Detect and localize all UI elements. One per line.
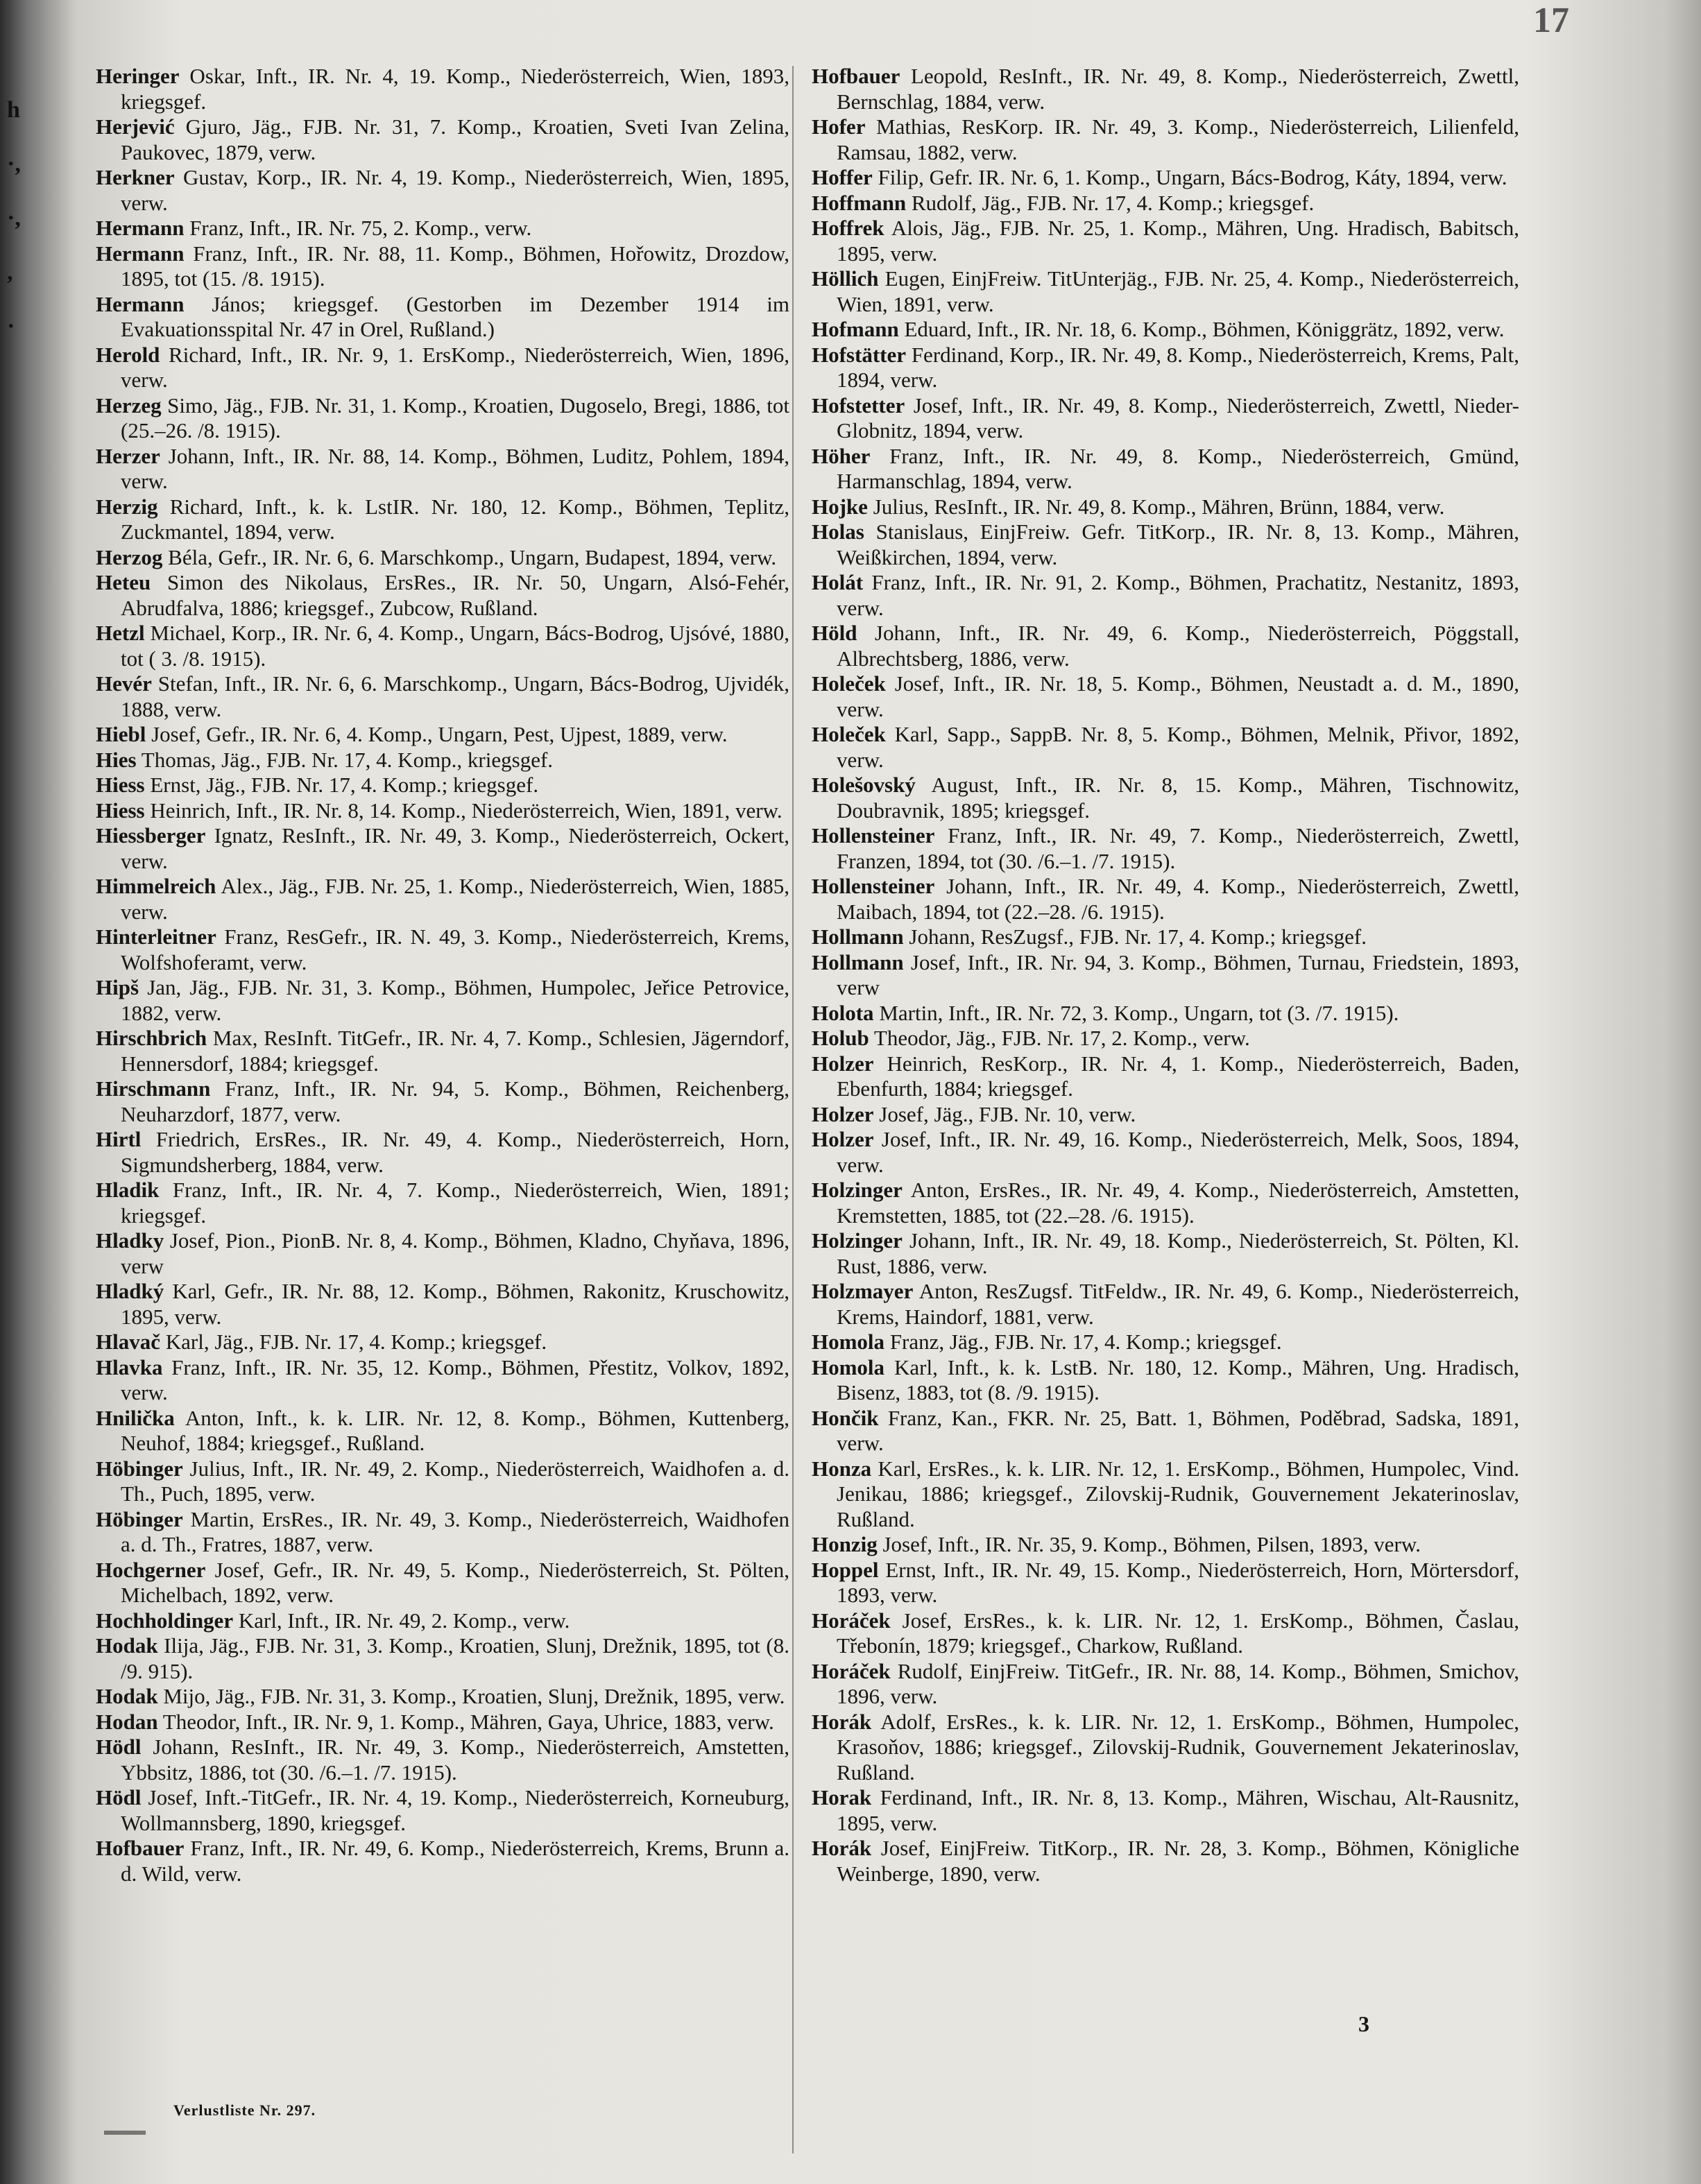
entry-details: Gjuro, Jäg., FJB. Nr. 31, 7. Komp., Kroatien, Sveti Ivan Zelina, Paukovec, 1879, verw. — [121, 114, 789, 164]
entry-surname: Hermann — [96, 241, 185, 266]
entry-surname: Hiess — [96, 773, 145, 797]
casualty-entry — [96, 292, 789, 343]
entry-surname: Holzer — [812, 1101, 874, 1126]
entry-surname: Hiebl — [96, 722, 146, 746]
entry-surname: Hladik — [96, 1178, 160, 1202]
casualty-entry — [96, 64, 789, 114]
casualty-entry — [812, 1558, 1519, 1608]
entry-surname: Holeček — [812, 671, 886, 696]
casualty-entry — [812, 950, 1519, 1001]
entry-details: Franz, Inft., IR. Nr. 49, 6. Komp., Niederösterreich, Krems, Brunn a. d. Wild, verw. — [121, 1836, 789, 1886]
entry-details: Theodor, Inft., IR. Nr. 9, 1. Komp., Mähren, Gaya, Uhrice, 1883, verw. — [157, 1709, 774, 1734]
casualty-entry — [96, 1684, 789, 1710]
entry-surname: Hodak — [96, 1684, 158, 1708]
casualty-entry — [96, 165, 789, 216]
casualty-entry — [96, 1558, 789, 1608]
entry-surname: Herjević — [96, 114, 175, 139]
casualty-entry — [96, 545, 789, 571]
entry-details: Ernst, Inft., IR. Nr. 49, 15. Komp., Niederösterreich, Horn, Mörtersdorf, 1893, verw. — [837, 1557, 1519, 1607]
entry-details: Franz, Inft., IR. Nr. 35, 12. Komp., Böhmen, Přestitz, Volkov, 1892, verw. — [121, 1355, 789, 1404]
entry-surname: Herzog — [96, 544, 163, 569]
entry-details: August, Inft., IR. Nr. 8, 15. Komp., Mähren, Tischnowitz, Doubravnik, 1895; kriegsgef. — [837, 773, 1519, 823]
edge-mark: · — [7, 313, 15, 339]
casualty-entry — [812, 1785, 1519, 1836]
entry-details: Johann, Inft., IR. Nr. 49, 6. Komp., Niederösterreich, Pöggstall, Albrechtsberg, 1886, verw. — [837, 621, 1519, 671]
entry-surname: Hollmann — [812, 949, 904, 974]
entry-surname: Homola — [812, 1330, 885, 1354]
entry-details: Johann, ResZugsf., FJB. Nr. 17, 4. Komp.; kriegsgef. — [903, 925, 1367, 949]
entry-details: Simo, Jäg., FJB. Nr. 31, 1. Komp., Kroatien, Dugoselo, Bregi, 1886, tot (25.–26. /8. 1915). — [121, 393, 789, 442]
entry-surname: Hodan — [96, 1709, 158, 1734]
entry-surname: Höld — [812, 621, 857, 645]
entry-details: Josef, Inft.-TitGefr., IR. Nr. 4, 19. Komp., Niederösterreich, Korneuburg, Wollmannsberg, 1890, kriegsgef. — [121, 1785, 789, 1835]
column-divider — [792, 66, 794, 2153]
casualty-entry — [812, 1659, 1519, 1710]
entry-details: Eduard, Inft., IR. Nr. 18, 6. Komp., Böhmen, Königgrätz, 1892, verw. — [898, 317, 1505, 341]
entry-details: Johann, Inft., IR. Nr. 88, 14. Komp., Böhmen, Luditz, Pohlem, 1894, verw. — [121, 443, 789, 493]
entry-details: Mijo, Jäg., FJB. Nr. 31, 3. Komp., Kroatien, Slunj, Drežnik, 1895, verw. — [157, 1684, 785, 1708]
entry-details: Martin, Inft., IR. Nr. 72, 3. Komp., Ungarn, tot (3. /7. 1915). — [873, 1000, 1399, 1025]
entry-surname: Horak — [812, 1785, 872, 1809]
casualty-entry — [812, 444, 1519, 495]
entry-details: Béla, Gefr., IR. Nr. 6, 6. Marschkomp., Ungarn, Budapest, 1894, verw. — [162, 544, 777, 569]
ink-smudge — [104, 2131, 146, 2135]
entry-surname: Holas — [812, 519, 864, 544]
entry-details: Karl, Gefr., IR. Nr. 88, 12. Komp., Böhmen, Rakonitz, Kruschowitz, 1895, verw. — [121, 1279, 789, 1329]
entry-details: Max, ResInft. TitGefr., IR. Nr. 4, 7. Komp., Schlesien, Jägerndorf, Hennersdorf, 1884; kriegsgef. — [121, 1026, 789, 1076]
entry-surname: Hollmann — [812, 925, 904, 949]
entry-details: Franz, Kan., FKR. Nr. 25, Batt. 1, Böhmen, Poděbrad, Sadska, 1891, verw. — [837, 1405, 1519, 1455]
casualty-entry — [812, 1355, 1519, 1406]
entry-surname: Hochgerner — [96, 1557, 206, 1582]
casualty-entry — [96, 1406, 789, 1456]
entry-details: Julius, Inft., IR. Nr. 49, 2. Komp., Niederösterreich, Waidhofen a. d. Th., Puch, 1895, verw. — [121, 1456, 789, 1506]
entry-surname: Holzer — [812, 1127, 874, 1151]
casualty-entry — [96, 798, 789, 824]
casualty-entry — [812, 1127, 1519, 1178]
entry-surname: Horáček — [812, 1608, 891, 1633]
signature-number: 3 — [1358, 2011, 1369, 2036]
casualty-entry — [96, 1330, 789, 1355]
entry-surname: Höllich — [812, 266, 879, 291]
entry-details: János; kriegsgef. (Gestorben im Dezember 1914 im Evakuationsspital Nr. 47 in Orel, Rußland.) — [121, 291, 789, 341]
casualty-entry — [96, 621, 789, 671]
casualty-entry — [812, 773, 1519, 823]
casualty-entry — [96, 823, 789, 874]
casualty-entry — [96, 114, 789, 165]
entry-details: Ferdinand, Korp., IR. Nr. 49, 8. Komp., Niederösterreich, Krems, Palt, 1894, verw. — [837, 342, 1519, 392]
casualty-entry — [96, 570, 789, 621]
casualty-entry — [96, 1710, 789, 1735]
casualty-entry — [96, 1355, 789, 1406]
entry-details: Franz, Inft., IR. Nr. 75, 2. Komp., verw. — [184, 216, 532, 240]
casualty-entry — [812, 925, 1519, 950]
entry-details: Josef, EinjFreiw. TitKorp., IR. Nr. 28, 3. Komp., Böhmen, Königliche Weinberge, 1890, verw. — [837, 1836, 1519, 1886]
casualty-entry — [96, 1026, 789, 1076]
casualty-entry — [812, 722, 1519, 773]
casualty-entry — [812, 621, 1519, 671]
entry-details: Richard, Inft., k. k. LstIR. Nr. 180, 12. Komp., Böhmen, Teplitz, Zuckmantel, 1894, verw. — [121, 494, 789, 544]
entry-surname: Holešovský — [812, 773, 916, 797]
casualty-entry — [96, 444, 789, 495]
entry-details: Karl, Jäg., FJB. Nr. 17, 4. Komp.; kriegsgef. — [160, 1330, 547, 1354]
top-page-number: 17 — [1533, 1, 1569, 40]
entry-details: Josef, Jäg., FJB. Nr. 10, verw. — [873, 1101, 1136, 1126]
casualty-entry — [96, 1608, 789, 1634]
entry-surname: Homola — [812, 1355, 885, 1379]
entry-details: Leopold, ResInft., IR. Nr. 49, 8. Komp., Niederösterreich, Zwettl, Bernschlag, 1884, verw. — [837, 64, 1519, 114]
entry-surname: Himmelreich — [96, 874, 216, 898]
casualty-entry — [812, 1051, 1519, 1102]
entry-details: Simon des Nikolaus, ErsRes., IR. Nr. 50, Ungarn, Alsó-Fehér, Abrudfalva, 1886; kriegsgef., Zubcow, Rußland. — [121, 570, 789, 620]
entry-details: Karl, Sapp., SappB. Nr. 8, 5. Komp., Böhmen, Melnik, Přivor, 1892, verw. — [837, 722, 1519, 772]
entry-surname: Hoppel — [812, 1557, 879, 1582]
entry-details: Anton, Inft., k. k. LIR. Nr. 12, 8. Komp., Böhmen, Kuttenberg, Neuhof, 1884; kriegsgef., Rußland. — [121, 1405, 789, 1455]
entry-surname: Hiessberger — [96, 823, 206, 848]
entry-surname: Holzinger — [812, 1228, 903, 1253]
casualty-entry — [812, 266, 1519, 317]
entry-surname: Hirschmann — [96, 1076, 211, 1101]
left-column — [96, 64, 789, 1886]
entry-surname: Hofbauer — [812, 64, 900, 88]
entry-surname: Herzer — [96, 443, 160, 468]
entry-details: Mathias, ResKorp. IR. Nr. 49, 3. Komp., Niederösterreich, Lilienfeld, Ramsau, 1882, verw. — [837, 114, 1519, 164]
edge-mark: , — [7, 259, 13, 285]
entry-surname: Holzinger — [812, 1178, 903, 1202]
casualty-entry — [96, 1633, 789, 1684]
casualty-entry — [96, 1127, 789, 1178]
entry-surname: Hochholdinger — [96, 1608, 234, 1633]
entry-surname: Hladky — [96, 1228, 164, 1253]
entry-details: Johann, ResInft., IR. Nr. 49, 3. Komp., Niederösterreich, Amstetten, Ybbsitz, 1886, tot (30. /6.–1. /7. 1915). — [121, 1735, 789, 1785]
entry-details: Alois, Jäg., FJB. Nr. 25, 1. Komp., Mähren, Ung. Hradisch, Babitsch, 1895, verw. — [837, 216, 1519, 266]
entry-surname: Holzer — [812, 1051, 874, 1076]
casualty-entry — [812, 570, 1519, 621]
casualty-entry — [812, 1836, 1519, 1886]
entry-surname: Höbinger — [96, 1456, 183, 1481]
casualty-entry — [96, 1279, 789, 1330]
casualty-entry — [96, 495, 789, 545]
casualty-entry — [96, 773, 789, 798]
edge-mark: ·, — [7, 205, 21, 231]
entry-details: Josef, Inft., IR. Nr. 35, 9. Komp., Böhmen, Pilsen, 1893, verw. — [877, 1532, 1421, 1556]
entry-surname: Hirschbrich — [96, 1026, 207, 1050]
entry-surname: Hončik — [812, 1405, 879, 1430]
entry-details: Friedrich, ErsRes., IR. Nr. 49, 4. Komp., Niederösterreich, Horn, Sigmundsherberg, 1884, verw. — [121, 1127, 789, 1177]
entry-details: Johann, Inft., IR. Nr. 49, 18. Komp., Niederösterreich, St. Pölten, Kl. Rust, 1886, verw. — [837, 1228, 1519, 1278]
casualty-entry — [96, 1507, 789, 1558]
entry-surname: Hiess — [96, 798, 145, 823]
casualty-entry — [812, 1532, 1519, 1558]
entry-surname: Hipš — [96, 975, 139, 999]
entry-surname: Hetzl — [96, 621, 145, 645]
entry-details: Anton, ErsRes., IR. Nr. 49, 4. Komp., Niederösterreich, Amstetten, Kremstetten, 1885, tot (22.–28. /6. 1915). — [837, 1178, 1519, 1228]
entry-surname: Hoffmann — [812, 190, 907, 215]
entry-details: Ilija, Jäg., FJB. Nr. 31, 3. Komp., Kroatien, Slunj, Drežnik, 1895, tot (8. /9. 915). — [121, 1633, 789, 1683]
entry-surname: Höbinger — [96, 1506, 183, 1531]
entry-surname: Hodak — [96, 1633, 158, 1658]
entry-surname: Hevér — [96, 671, 152, 696]
entry-surname: Horák — [812, 1709, 872, 1734]
entry-surname: Hlavač — [96, 1330, 160, 1354]
entry-details: Franz, Inft., IR. Nr. 49, 7. Komp., Niederösterreich, Zwettl, Franzen, 1894, tot (30. /6.–1. /7. 1915). — [837, 823, 1519, 873]
casualty-entry — [96, 1735, 789, 1785]
casualty-entry — [812, 114, 1519, 165]
casualty-entry — [96, 343, 789, 393]
entry-details: Franz, Inft., IR. Nr. 94, 5. Komp., Böhmen, Reichenberg, Neuharzdorf, 1877, verw. — [121, 1076, 789, 1126]
casualty-entry — [812, 1001, 1519, 1026]
casualty-entry — [96, 925, 789, 975]
casualty-entry — [812, 393, 1519, 444]
casualty-entry — [812, 317, 1519, 343]
entry-surname: Hofstätter — [812, 342, 906, 367]
casualty-entry — [812, 165, 1519, 191]
casualty-entry — [812, 495, 1519, 520]
casualty-entry — [96, 874, 789, 925]
entry-details: Richard, Inft., IR. Nr. 9, 1. ErsKomp., Niederösterreich, Wien, 1896, verw. — [121, 342, 789, 392]
entry-surname: Höher — [812, 443, 871, 468]
casualty-entry — [96, 216, 789, 241]
entry-surname: Hofer — [812, 114, 866, 139]
entry-surname: Horáček — [812, 1658, 891, 1683]
entry-details: Stanislaus, EinjFreiw. Gefr. TitKorp., IR. Nr. 8, 13. Komp., Mähren, Weißkirchen, 1894, verw. — [837, 519, 1519, 569]
entry-surname: Herkner — [96, 165, 175, 189]
entry-surname: Horák — [812, 1836, 872, 1860]
entry-details: Michael, Korp., IR. Nr. 6, 4. Komp., Ungarn, Bács-Bodrog, Ujsóvé, 1880, tot ( 3. /8. 1915). — [121, 621, 789, 671]
entry-surname: Hermann — [96, 216, 185, 240]
casualty-entry — [812, 216, 1519, 266]
entry-details: Filip, Gefr. IR. Nr. 6, 1. Komp., Ungarn, Bács-Bodrog, Káty, 1894, verw. — [872, 165, 1507, 189]
entry-details: Josef, Pion., PionB. Nr. 8, 4. Komp., Böhmen, Kladno, Chyňava, 1896, verw — [121, 1228, 789, 1278]
entry-surname: Hoffer — [812, 165, 873, 189]
entry-details: Rudolf, EinjFreiw. TitGefr., IR. Nr. 88, 14. Komp., Böhmen, Smichov, 1896, verw. — [837, 1658, 1519, 1708]
entry-details: Josef, Gefr., IR. Nr. 6, 4. Komp., Ungarn, Pest, Ujpest, 1889, verw. — [146, 722, 728, 746]
casualty-entry — [96, 241, 789, 292]
entry-surname: Holub — [812, 1026, 869, 1050]
entry-surname: Hödl — [96, 1735, 142, 1759]
casualty-entry — [812, 874, 1519, 925]
casualty-entry — [812, 519, 1519, 570]
entry-surname: Herzeg — [96, 393, 162, 418]
entry-details: Josef, ErsRes., k. k. LIR. Nr. 12, 1. ErsKomp., Böhmen, Časlau, Třebonín, 1879; kriegsgef., Charkow, Rußland. — [837, 1608, 1519, 1658]
entry-details: Josef, Inft., IR. Nr. 49, 16. Komp., Niederösterreich, Melk, Soos, 1894, verw. — [837, 1127, 1519, 1177]
casualty-entry — [812, 64, 1519, 114]
entry-details: Ignatz, ResInft., IR. Nr. 49, 3. Komp., Niederösterreich, Ockert, verw. — [121, 823, 789, 873]
entry-surname: Hies — [96, 747, 137, 772]
entry-details: Alex., Jäg., FJB. Nr. 25, 1. Komp., Niederösterreich, Wien, 1885, verw. — [121, 874, 789, 924]
casualty-entry — [812, 1178, 1519, 1228]
entry-surname: Hofstetter — [812, 393, 905, 418]
casualty-entry — [96, 1228, 789, 1279]
entry-details: Josef, Inft., IR. Nr. 49, 8. Komp., Niederösterreich, Zwettl, Nieder-Globnitz, 1894, verw. — [837, 393, 1519, 442]
entry-surname: Hirtl — [96, 1127, 142, 1151]
edge-mark: ·, — [7, 151, 21, 177]
entry-surname: Honza — [812, 1456, 872, 1481]
entry-details: Oskar, Inft., IR. Nr. 4, 19. Komp., Niederösterreich, Wien, 1893, kriegsgef. — [121, 64, 789, 114]
casualty-entry — [812, 1102, 1519, 1128]
entry-surname: Hofmann — [812, 317, 899, 341]
entry-surname: Hinterleitner — [96, 925, 216, 949]
casualty-entry — [812, 823, 1519, 874]
entry-details: Ferdinand, Inft., IR. Nr. 8, 13. Komp., Mähren, Wischau, Alt-Rausnitz, 1895, verw. — [837, 1785, 1519, 1835]
casualty-entry — [812, 1406, 1519, 1456]
entry-details: Johann, Inft., IR. Nr. 49, 4. Komp., Niederösterreich, Zwettl, Maibach, 1894, tot (22.–28. /6. 1915). — [837, 874, 1519, 924]
entry-details: Karl, ErsRes., k. k. LIR. Nr. 12, 1. ErsKomp., Böhmen, Humpolec, Vind. Jenikau, 1886; kriegsgef., Zilovskij-Rudnik, Gouvernement Jekaterinoslav, Rußland. — [837, 1456, 1519, 1531]
entry-details: Martin, ErsRes., IR. Nr. 49, 3. Komp., Niederösterreich, Waidhofen a. d. Th., Fratres, 1887, verw. — [121, 1506, 789, 1556]
entry-surname: Hoffrek — [812, 216, 884, 240]
entry-details: Franz, Jäg., FJB. Nr. 17, 4. Komp.; kriegsgef. — [884, 1330, 1282, 1354]
entry-details: Heinrich, Inft., IR. Nr. 8, 14. Komp., Niederösterreich, Wien, 1891, verw. — [144, 798, 783, 823]
entry-details: Theodor, Jäg., FJB. Nr. 17, 2. Komp., verw. — [869, 1026, 1250, 1050]
entry-details: Karl, Inft., k. k. LstB. Nr. 180, 12. Komp., Mähren, Ung. Hradisch, Bisenz, 1883, tot (8. /9. 1915). — [837, 1355, 1519, 1404]
entry-details: Jan, Jäg., FJB. Nr. 31, 3. Komp., Böhmen, Humpolec, Jeřice Petrovice, 1882, verw. — [121, 975, 789, 1025]
entry-details: Eugen, EinjFreiw. TitUnterjäg., FJB. Nr. 25, 4. Komp., Niederösterreich, Wien, 1891, verw. — [837, 266, 1519, 316]
casualty-entry — [812, 1456, 1519, 1533]
casualty-entry — [96, 975, 789, 1026]
entry-details: Ernst, Jäg., FJB. Nr. 17, 4. Komp.; kriegsgef. — [144, 773, 539, 797]
casualty-entry — [812, 343, 1519, 393]
entry-details: Josef, Inft., IR. Nr. 18, 5. Komp., Böhmen, Neustadt a. d. M., 1890, verw. — [837, 671, 1519, 721]
entry-surname: Hojke — [812, 494, 868, 519]
entry-details: Stefan, Inft., IR. Nr. 6, 6. Marschkomp., Ungarn, Bács-Bodrog, Ujvidék, 1888, verw. — [121, 671, 789, 721]
edge-mark: h — [7, 97, 20, 123]
entry-surname: Holzmayer — [812, 1279, 914, 1303]
casualty-entry — [96, 1785, 789, 1836]
entry-details: Karl, Inft., IR. Nr. 49, 2. Komp., verw. — [233, 1608, 570, 1633]
entry-details: Josef, Gefr., IR. Nr. 49, 5. Komp., Niederösterreich, St. Pölten, Michelbach, 1892, verw. — [121, 1557, 789, 1607]
entry-surname: Hollensteiner — [812, 874, 935, 898]
entry-details: Gustav, Korp., IR. Nr. 4, 19. Komp., Niederösterreich, Wien, 1895, verw. — [121, 165, 789, 215]
entry-details: Franz, Inft., IR. Nr. 4, 7. Komp., Niederösterreich, Wien, 1891; kriegsgef. — [121, 1178, 789, 1228]
entry-surname: Honzig — [812, 1532, 878, 1556]
entry-surname: Heringer — [96, 64, 180, 88]
entry-details: Thomas, Jäg., FJB. Nr. 17, 4. Komp., kriegsgef. — [136, 747, 554, 772]
entry-details: Franz, ResGefr., IR. N. 49, 3. Komp., Niederösterreich, Krems, Wolfshoferamt, verw. — [121, 925, 789, 974]
casualty-entry — [96, 1076, 789, 1127]
casualty-entry — [812, 1710, 1519, 1786]
casualty-entry — [96, 1178, 789, 1228]
casualty-entry — [812, 191, 1519, 216]
entry-surname: Hnilička — [96, 1405, 175, 1430]
entry-details: Heinrich, ResKorp., IR. Nr. 4, 1. Komp., Niederösterreich, Baden, Ebenfurth, 1884; kriegsgef. — [837, 1051, 1519, 1101]
casualty-entry — [96, 671, 789, 722]
entry-surname: Holota — [812, 1000, 874, 1025]
casualty-entry — [812, 1026, 1519, 1051]
entry-details: Anton, ResZugsf. TitFeldw., IR. Nr. 49, 6. Komp., Niederösterreich, Krems, Haindorf, 1881, verw. — [837, 1279, 1519, 1329]
left-edge-bleed-marks — [7, 83, 28, 354]
entry-details: Julius, ResInft., IR. Nr. 49, 8. Komp., Mähren, Brünn, 1884, verw. — [867, 494, 1445, 519]
entry-surname: Herzig — [96, 494, 158, 519]
casualty-entry — [96, 393, 789, 444]
casualty-entry — [96, 1456, 789, 1507]
casualty-entry — [812, 1228, 1519, 1279]
casualty-entry — [812, 1330, 1519, 1355]
entry-surname: Hermann — [96, 291, 185, 316]
casualty-entry — [812, 671, 1519, 722]
casualty-entry — [812, 1279, 1519, 1330]
entry-details: Franz, Inft., IR. Nr. 88, 11. Komp., Böhmen, Hořowitz, Drozdow, 1895, tot (15. /8. 1915). — [121, 241, 789, 291]
casualty-entry — [96, 722, 789, 748]
entry-details: Adolf, ErsRes., k. k. LIR. Nr. 12, 1. ErsKomp., Böhmen, Humpolec, Krasoňov, 1886; kriegsgef., Zilovskij-Rudnik, Gouvernement Jekaterinoslav, Rußland. — [837, 1709, 1519, 1785]
footer-list-number: Verlustliste Nr. 297. — [173, 2101, 316, 2119]
entry-details: Franz, Inft., IR. Nr. 91, 2. Komp., Böhmen, Prachatitz, Nestanitz, 1893, verw. — [837, 570, 1519, 620]
entry-surname: Holát — [812, 570, 864, 594]
entry-details: Franz, Inft., IR. Nr. 49, 8. Komp., Niederösterreich, Gmünd, Harmanschlag, 1894, verw. — [837, 443, 1519, 493]
entry-surname: Heteu — [96, 570, 151, 594]
entry-details: Rudolf, Jäg., FJB. Nr. 17, 4. Komp.; kriegsgef. — [906, 190, 1315, 215]
entry-surname: Hödl — [96, 1785, 142, 1809]
entry-details: Josef, Inft., IR. Nr. 94, 3. Komp., Böhmen, Turnau, Friedstein, 1893, verw — [837, 949, 1519, 999]
entry-surname: Holeček — [812, 722, 886, 746]
entry-surname: Hladký — [96, 1279, 164, 1303]
casualty-entry — [812, 1608, 1519, 1659]
entry-surname: Hofbauer — [96, 1836, 185, 1860]
right-column — [812, 64, 1519, 1886]
casualty-entry — [96, 748, 789, 773]
entry-surname: Hollensteiner — [812, 823, 935, 848]
entry-surname: Herold — [96, 342, 160, 367]
entry-surname: Hlavka — [96, 1355, 163, 1379]
casualty-entry — [96, 1836, 789, 1886]
